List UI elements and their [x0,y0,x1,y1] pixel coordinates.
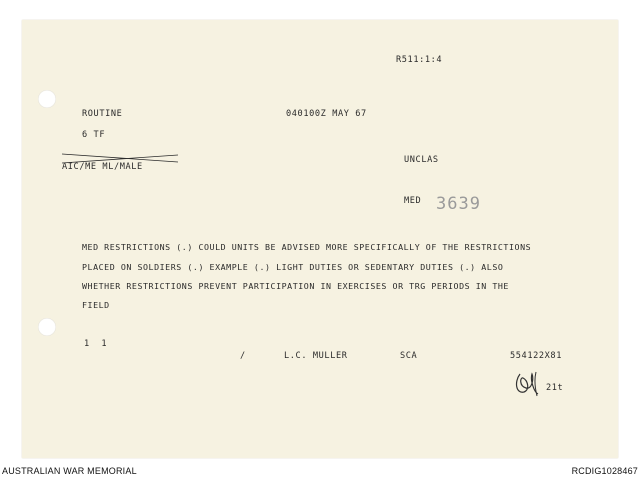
punch-hole-bottom [38,318,56,336]
time-group: 554122X81 [510,351,562,361]
footer-catalog-id: RCDIG1028467 [571,466,638,476]
precedence: ROUTINE [82,109,123,119]
message-line-2: PLACED ON SOLDIERS (.) EXAMPLE (.) LIGHT DUTIES OR SEDENTARY DUTIES (.) ALSO [82,262,504,272]
footer-source: AUSTRALIAN WAR MEMORIAL [2,466,137,476]
date-time-group: 040100Z MAY 67 [286,109,367,119]
struck-originator [62,154,143,173]
classification: UNCLAS [404,155,439,165]
addressee: 6 TF [82,130,106,140]
handwritten-signature [510,368,550,402]
officer-name: L.C. MULLER [284,351,348,361]
message-line-3: WHETHER RESTRICTIONS PREVENT PARTICIPATION IN EXERCISES OR TRG PERIODS IN THE [82,281,509,291]
reference-number: R511:1:4 [396,55,443,65]
punch-hole-top [38,90,56,108]
message-line-4: FIELD [82,300,110,310]
serial-prefix: MED [404,196,422,206]
slash-mark: / [240,351,246,361]
serial-stamp: 3639 [436,194,481,214]
strikethrough-marks [62,152,178,166]
struck-originator-text: AIC/ME ML/MALE [62,162,143,172]
copies: 1 1 [84,339,108,349]
officer-appointment: SCA [400,351,418,361]
message-line-1: MED RESTRICTIONS (.) COULD UNITS BE ADVISED MORE SPECIFICALLY OF THE RESTRICTIONS [82,242,532,252]
initial-note: 21t [546,383,564,393]
